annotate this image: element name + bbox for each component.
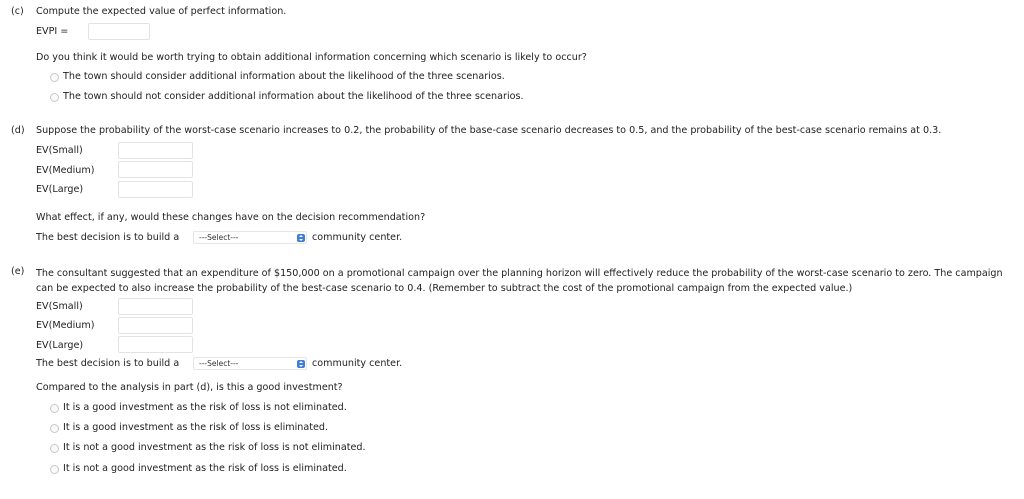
part-e-decision-suffix: community center. bbox=[312, 358, 403, 369]
part-c-question: Compute the expected value of perfect information. bbox=[36, 6, 287, 17]
part-d-ev-large-input[interactable] bbox=[118, 181, 193, 198]
part-e-letter: (e) bbox=[11, 266, 25, 277]
evpi-label: EVPI = bbox=[36, 26, 69, 37]
part-e-option-4-radio[interactable] bbox=[50, 465, 59, 474]
part-e-ev-medium-input[interactable] bbox=[118, 317, 193, 334]
part-c-option-2-radio[interactable] bbox=[50, 93, 59, 102]
part-e-option-3-radio[interactable] bbox=[50, 444, 59, 453]
part-e-option-4-label: It is not a good investment as the risk of loss is eliminated. bbox=[63, 463, 347, 474]
part-d-ev-large-label: EV(Large) bbox=[36, 184, 84, 195]
part-d-letter: (d) bbox=[11, 125, 25, 136]
part-c-option-1-label: The town should consider additional information about the likelihood of the three scenarios. bbox=[63, 71, 505, 82]
part-c-followup: Do you think it would be worth trying to obtain additional information concerning which scenario is likely to occur? bbox=[36, 52, 587, 63]
part-e-decision-prefix: The best decision is to build a bbox=[36, 358, 180, 369]
part-e-size-select[interactable] bbox=[193, 357, 307, 370]
part-c-option-2-label: The town should not consider additional information about the likelihood of the three scenarios. bbox=[63, 91, 524, 102]
part-d-effect-question: What effect, if any, would these changes have on the decision recommendation? bbox=[36, 212, 426, 223]
part-d-question: Suppose the probability of the worst-case scenario increases to 0.2, the probability of the base-case scenario decreases to 0.5, and the probability of the best-case scenario remains at 0.3. bbox=[36, 125, 942, 136]
part-e-question: The consultant suggested that an expenditure of $150,000 on a promotional campaign over the planning horizon will effectively reduce the probability of the worst-case scenario to zero. The campaign can be expected to also increase the probability of the best-case scenario to 0.4. (Remember to subtract the cost of the promotional campaign from the expected value.) bbox=[36, 268, 1003, 294]
part-e-option-1-radio[interactable] bbox=[50, 404, 59, 413]
part-e-option-3-label: It is not a good investment as the risk of loss is not eliminated. bbox=[63, 442, 366, 453]
part-e-ev-small-label: EV(Small) bbox=[36, 301, 83, 312]
part-d-ev-small-label: EV(Small) bbox=[36, 145, 83, 156]
part-e-ev-large-label: EV(Large) bbox=[36, 340, 84, 351]
part-e-option-2-label: It is a good investment as the risk of loss is eliminated. bbox=[63, 422, 329, 433]
part-e-option-1-label: It is a good investment as the risk of loss is not eliminated. bbox=[63, 402, 347, 413]
part-e-compare-question: Compared to the analysis in part (d), is this a good investment? bbox=[36, 382, 343, 393]
part-d-decision-suffix: community center. bbox=[312, 232, 403, 243]
part-d-ev-small-input[interactable] bbox=[118, 142, 193, 159]
evpi-input[interactable] bbox=[88, 23, 150, 40]
part-c-option-1-radio[interactable] bbox=[50, 73, 59, 82]
part-d-decision-prefix: The best decision is to build a bbox=[36, 232, 180, 243]
select-arrows-icon bbox=[297, 234, 305, 242]
select-arrows-icon bbox=[297, 360, 305, 368]
part-d-ev-medium-label: EV(Medium) bbox=[36, 165, 95, 176]
part-e-select-value: ---Select--- bbox=[199, 359, 239, 368]
part-e-ev-small-input[interactable] bbox=[118, 298, 193, 315]
part-d-ev-medium-input[interactable] bbox=[118, 161, 193, 178]
part-d-size-select[interactable] bbox=[193, 231, 307, 244]
part-e-ev-large-input[interactable] bbox=[118, 336, 193, 353]
part-e-ev-medium-label: EV(Medium) bbox=[36, 320, 95, 331]
part-d-select-value: ---Select--- bbox=[199, 233, 239, 242]
part-e-option-2-radio[interactable] bbox=[50, 424, 59, 433]
part-c-letter: (c) bbox=[11, 6, 24, 17]
